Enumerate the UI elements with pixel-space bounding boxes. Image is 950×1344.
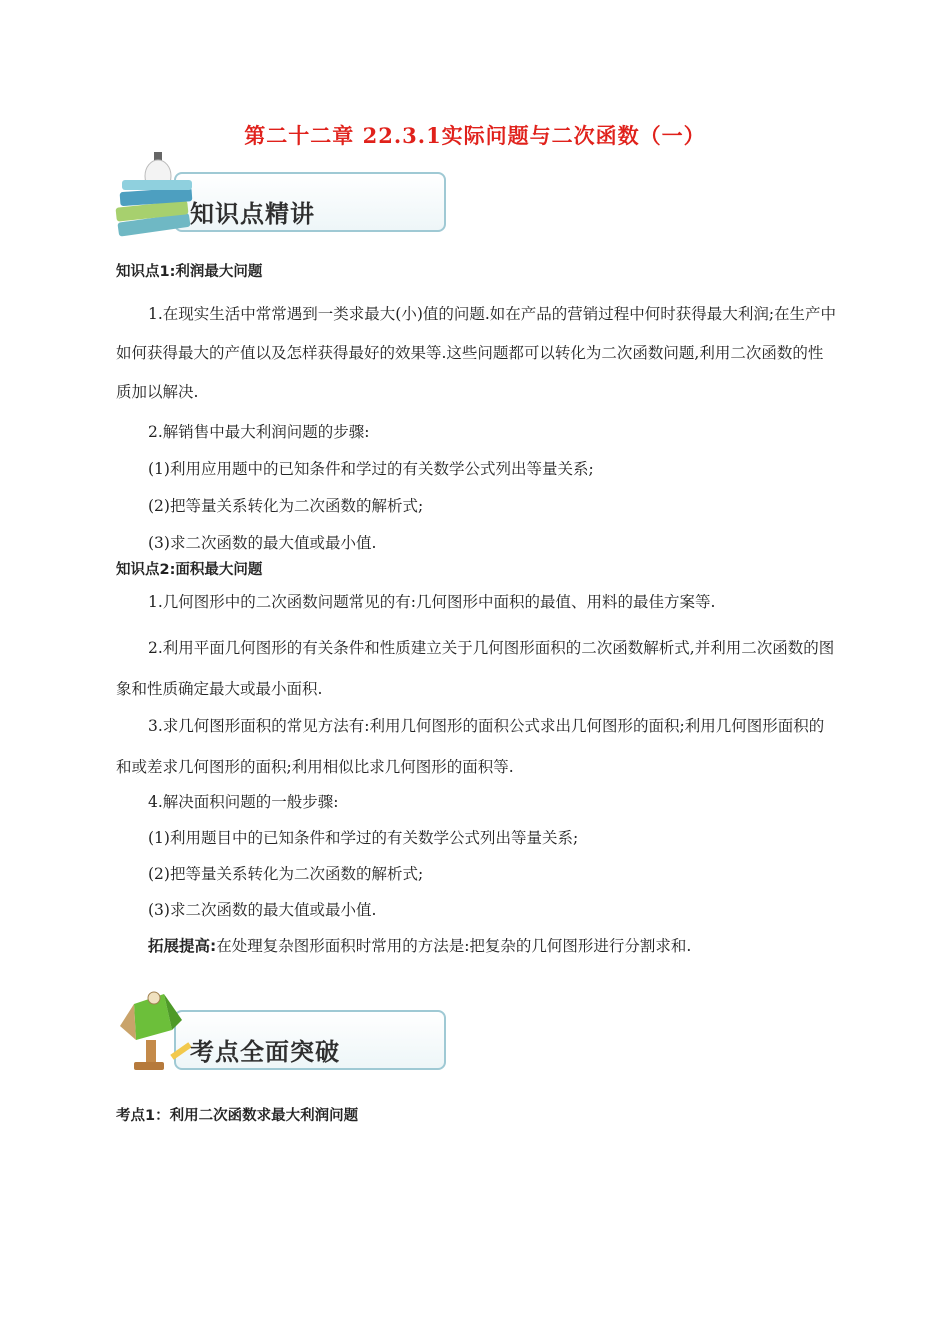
extension-label: 拓展提高: xyxy=(148,937,217,955)
kp2-paragraph-2: 2.利用平面几何图形的有关条件和性质建立关于几何图形面积的二次函数解析式,并利用二次函数的图象和性质确定最大或最小面积. xyxy=(116,639,835,698)
exam-point-1-heading: 考点1：利用二次函数求最大利润问题 xyxy=(116,1108,359,1124)
kp1-paragraph-1: 1.在现实生活中常常遇到一类求最大(小)值的问题.如在产品的营销过程中何时获得最大利润;在生产中如何获得最大的产值以及怎样获得最好的效果等.这些问题都可以转化为二次函数问题,利用二次函数的性质加以解决. xyxy=(116,305,837,401)
kp1-step-3: (3)求二次函数的最大值或最小值. xyxy=(148,534,377,552)
kp1-paragraph-2: 2.解销售中最大利润问题的步骤: xyxy=(148,423,370,441)
kp2-paragraph-4: 4.解决面积问题的一般步骤: xyxy=(148,793,339,811)
kp2-step-2: (2)把等量关系转化为二次函数的解析式; xyxy=(148,865,424,883)
extension-text: 在处理复杂图形面积时常用的方法是:把复杂的几何图形进行分割求和. xyxy=(216,937,692,955)
banner-label: 知识点精讲 xyxy=(190,200,315,228)
extension-note xyxy=(116,928,838,964)
kp2-heading: 知识点2:面积最大问题 xyxy=(116,562,263,578)
pencil-figure-icon xyxy=(112,990,202,1080)
section-banner-exam xyxy=(112,990,452,1080)
banner-label: 考点全面突破 xyxy=(190,1038,340,1066)
kp2-step-3: (3)求二次函数的最大值或最小值. xyxy=(148,901,377,919)
page-title: 第二十二章 22.3.1实际问题与二次函数（一） xyxy=(244,123,706,148)
kp1-step-1: (1)利用应用题中的已知条件和学过的有关数学公式列出等量关系; xyxy=(148,460,594,478)
kp2-paragraph-3: 3.求几何图形面积的常见方法有:利用几何图形的面积公式求出几何图形的面积;利用几何图形面积的和或差求几何图形的面积;利用相似比求几何图形的面积等. xyxy=(116,717,825,776)
kp2-step-1: (1)利用题目中的已知条件和学过的有关数学公式列出等量关系; xyxy=(148,829,579,847)
kp1-step-2: (2)把等量关系转化为二次函数的解析式; xyxy=(148,497,424,515)
kp1-heading: 知识点1:利润最大问题 xyxy=(116,264,263,280)
section-banner-knowledge xyxy=(112,150,452,240)
kp2-paragraph-1: 1.几何图形中的二次函数问题常见的有:几何图形中面积的最值、用料的最佳方案等. xyxy=(148,593,716,611)
